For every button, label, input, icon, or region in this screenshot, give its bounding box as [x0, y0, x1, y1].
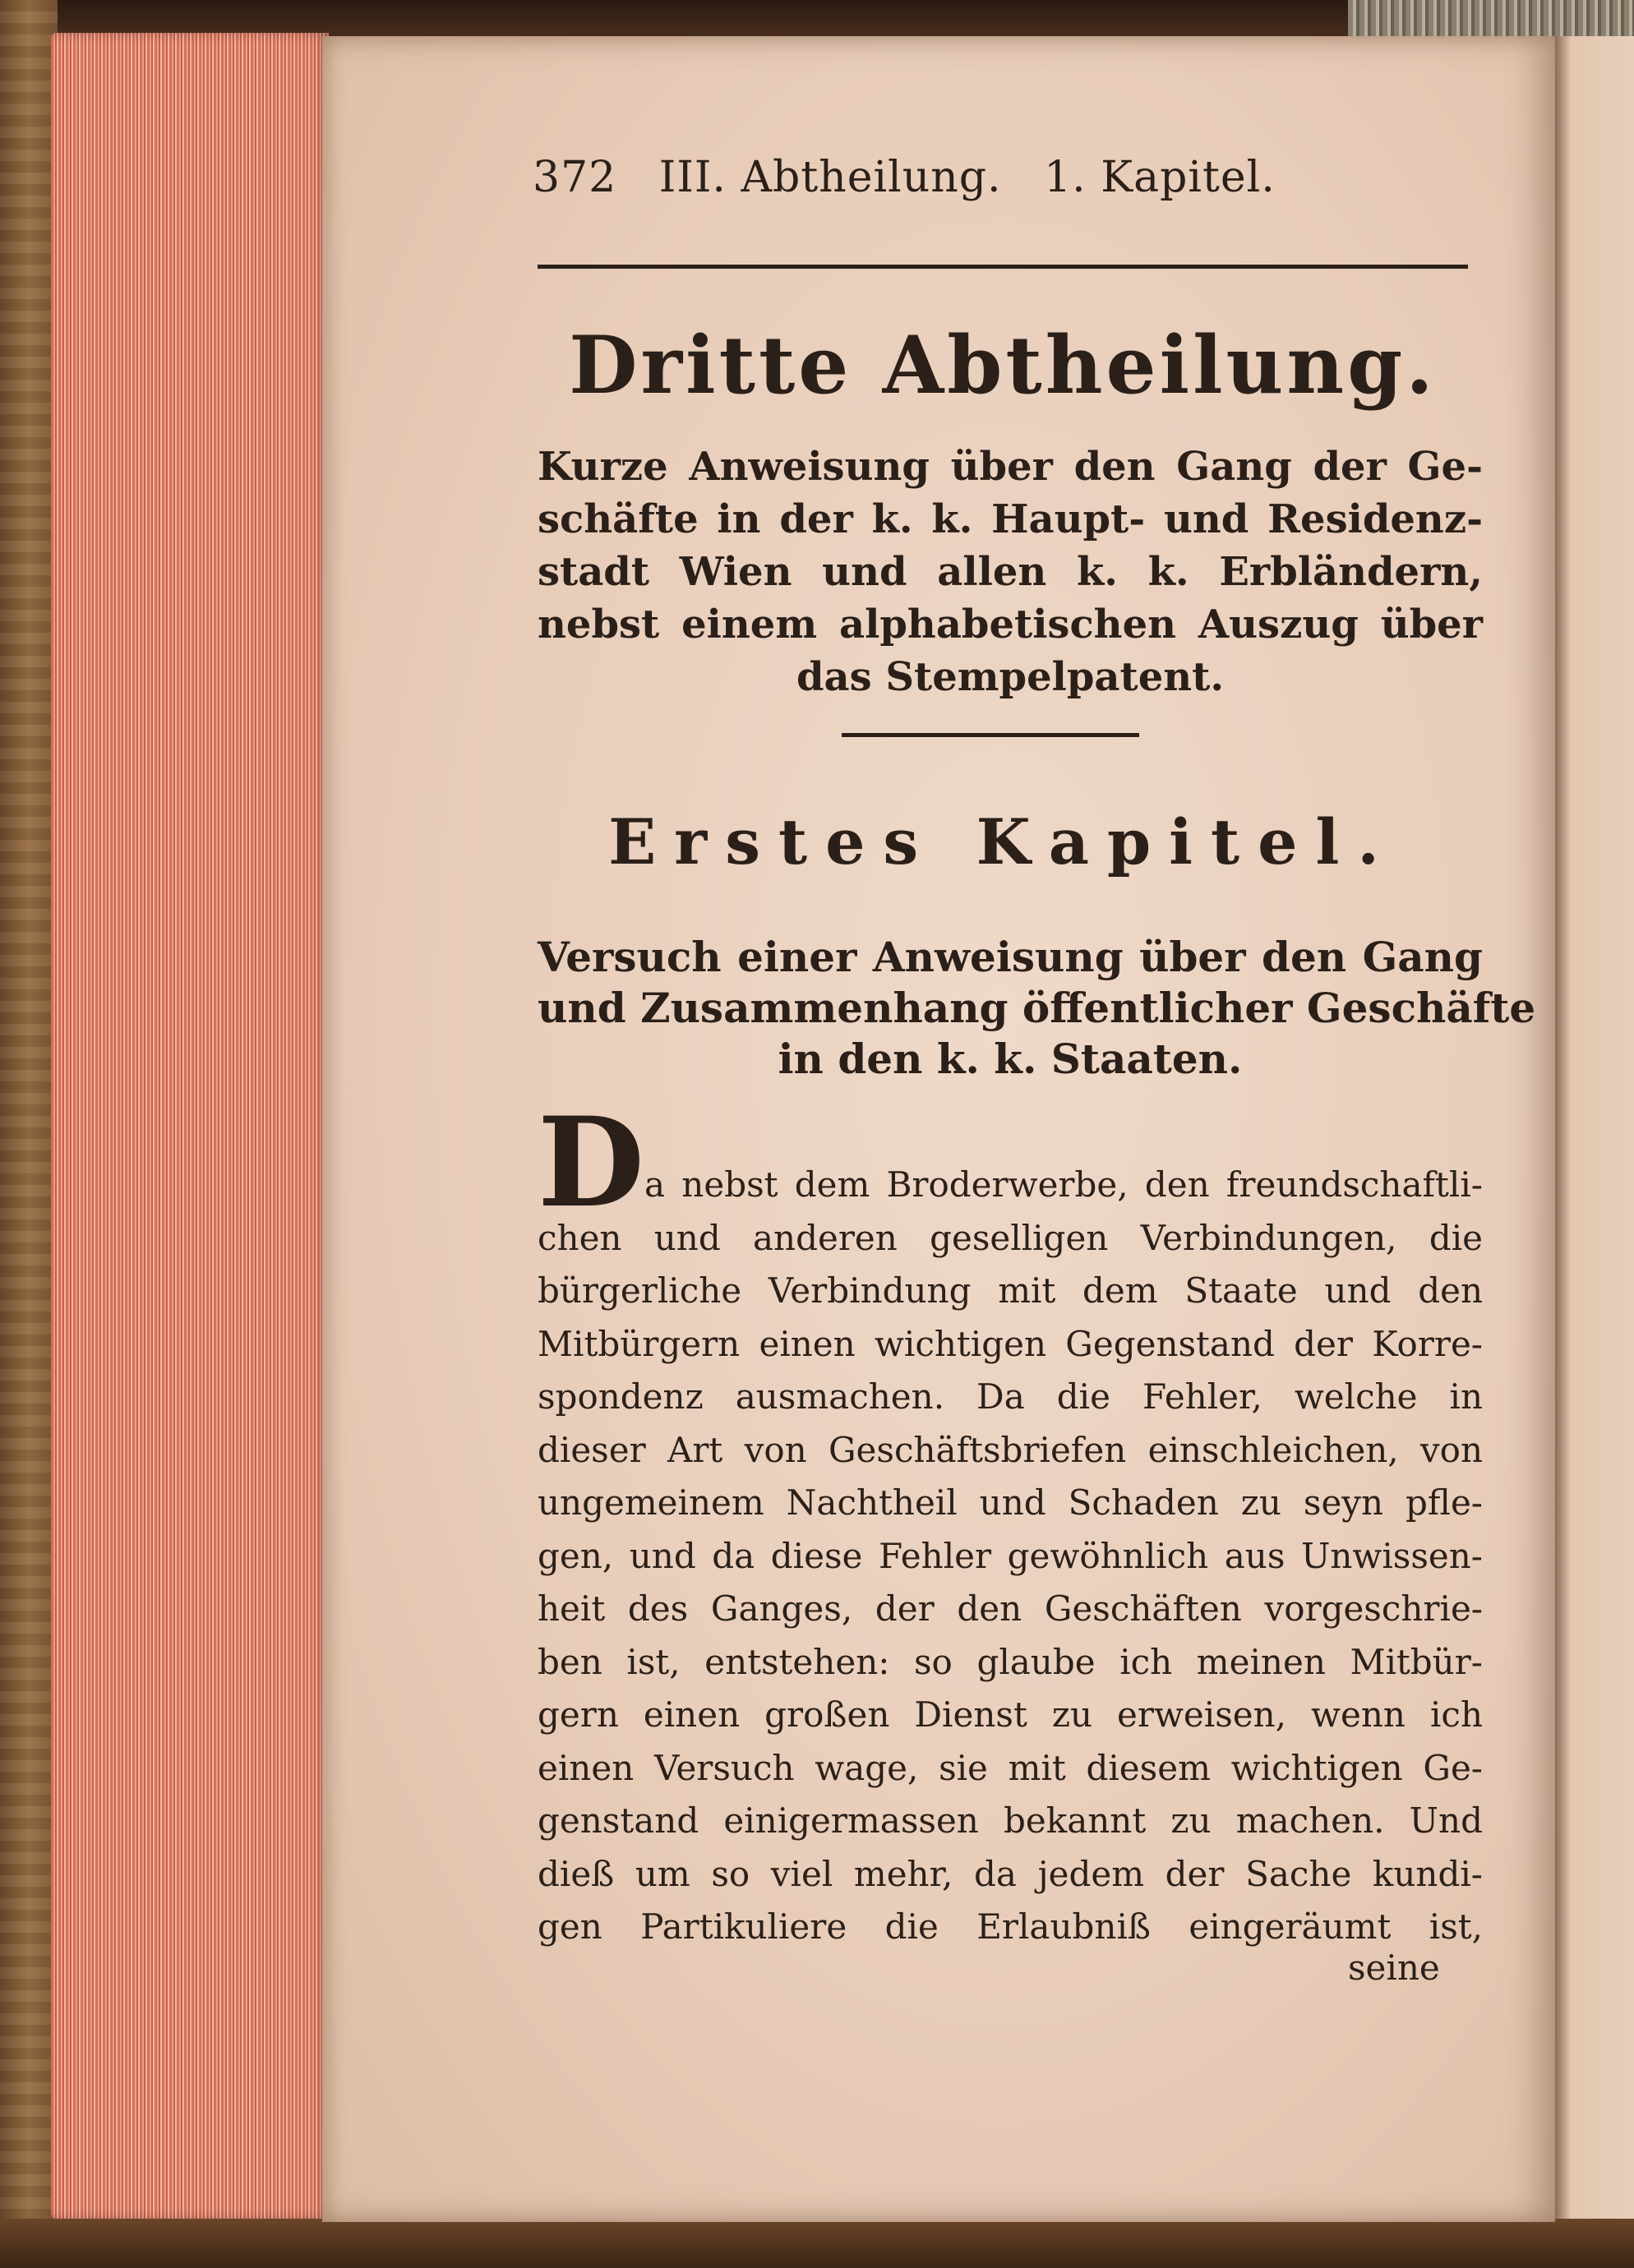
- body-line: gern einen großen Dienst zu erweisen, wenn ich: [538, 1694, 1483, 1735]
- body-line: ungemeinem Nachtheil und Schaden zu seyn pfle-: [538, 1482, 1483, 1523]
- header-rule: [538, 265, 1468, 269]
- chapter-subtitle-line: und Zusammenhang öffentlicher Geschäfte: [538, 984, 1536, 1032]
- body-line: genstand einigermassen bekannt zu machen. Und: [538, 1800, 1483, 1841]
- chapter-subtitle-line: Versuch einer Anweisung über den Gang: [538, 933, 1483, 981]
- subtitle-line: stadt Wien und allen k. k. Erbländern,: [538, 549, 1483, 595]
- running-head-part: III. Abtheilung.: [658, 153, 1002, 202]
- page-number: 372: [533, 153, 617, 202]
- body-line: ben ist, entstehen: so glaube ich meinen Mitbür-: [538, 1641, 1483, 1682]
- subtitle-line: schäfte in der k. k. Haupt- und Residenz-: [538, 496, 1483, 542]
- part-title: Dritte Abtheilung.: [569, 319, 1437, 412]
- chapter-title: Erstes Kapitel.: [608, 805, 1397, 878]
- body-line: gen, und da diese Fehler gewöhnlich aus Unwissen-: [538, 1535, 1483, 1576]
- body-line: a nebst dem Broderwerbe, den freundschaftli-: [644, 1164, 1483, 1205]
- body-line: dieß um so viel mehr, da jedem der Sache kundi-: [538, 1853, 1483, 1894]
- subtitle-line: das Stempelpatent.: [796, 654, 1225, 700]
- body-line: bürgerliche Verbindung mit dem Staate und den: [538, 1270, 1483, 1311]
- body-line: einen Versuch wage, sie mit diesem wichtigen Ge-: [538, 1747, 1483, 1788]
- catchword: seine: [1348, 1948, 1440, 1988]
- running-head-chapter: 1. Kapitel.: [1044, 153, 1276, 202]
- chapter-subtitle: [538, 932, 1536, 1085]
- running-head: [533, 153, 1355, 202]
- book-cover-edge: [0, 0, 58, 2268]
- facing-page: [1555, 36, 1634, 2222]
- chapter-subtitle-line: in den k. k. Staaten.: [778, 1035, 1243, 1083]
- headband: [1348, 0, 1634, 36]
- subtitle-line: nebst einem alphabetischen Auszug über: [538, 602, 1483, 648]
- page-edges: [51, 33, 329, 2219]
- drop-cap: D: [538, 1090, 645, 1235]
- body-line: dieser Art von Geschäftsbriefen einschleichen, von: [538, 1429, 1483, 1470]
- body-line: gen Partikuliere die Erlaubniß eingeräumt ist,: [538, 1906, 1483, 1947]
- binding-bottom: [0, 2219, 1634, 2268]
- body-line: spondenz ausmachen. Da die Fehler, welche in: [538, 1376, 1483, 1417]
- part-subtitle: [538, 440, 1483, 703]
- body-line: heit des Ganges, der den Geschäften vorgeschrie-: [538, 1588, 1483, 1629]
- body-line: Mitbürgern einen wichtigen Gegenstand der Korre-: [538, 1323, 1483, 1364]
- body-line: chen und anderen geselligen Verbindungen, die: [538, 1217, 1483, 1258]
- subtitle-line: Kurze Anweisung über den Gang der Ge-: [538, 444, 1483, 490]
- body-text: [538, 1159, 1483, 1954]
- section-rule: [842, 733, 1139, 737]
